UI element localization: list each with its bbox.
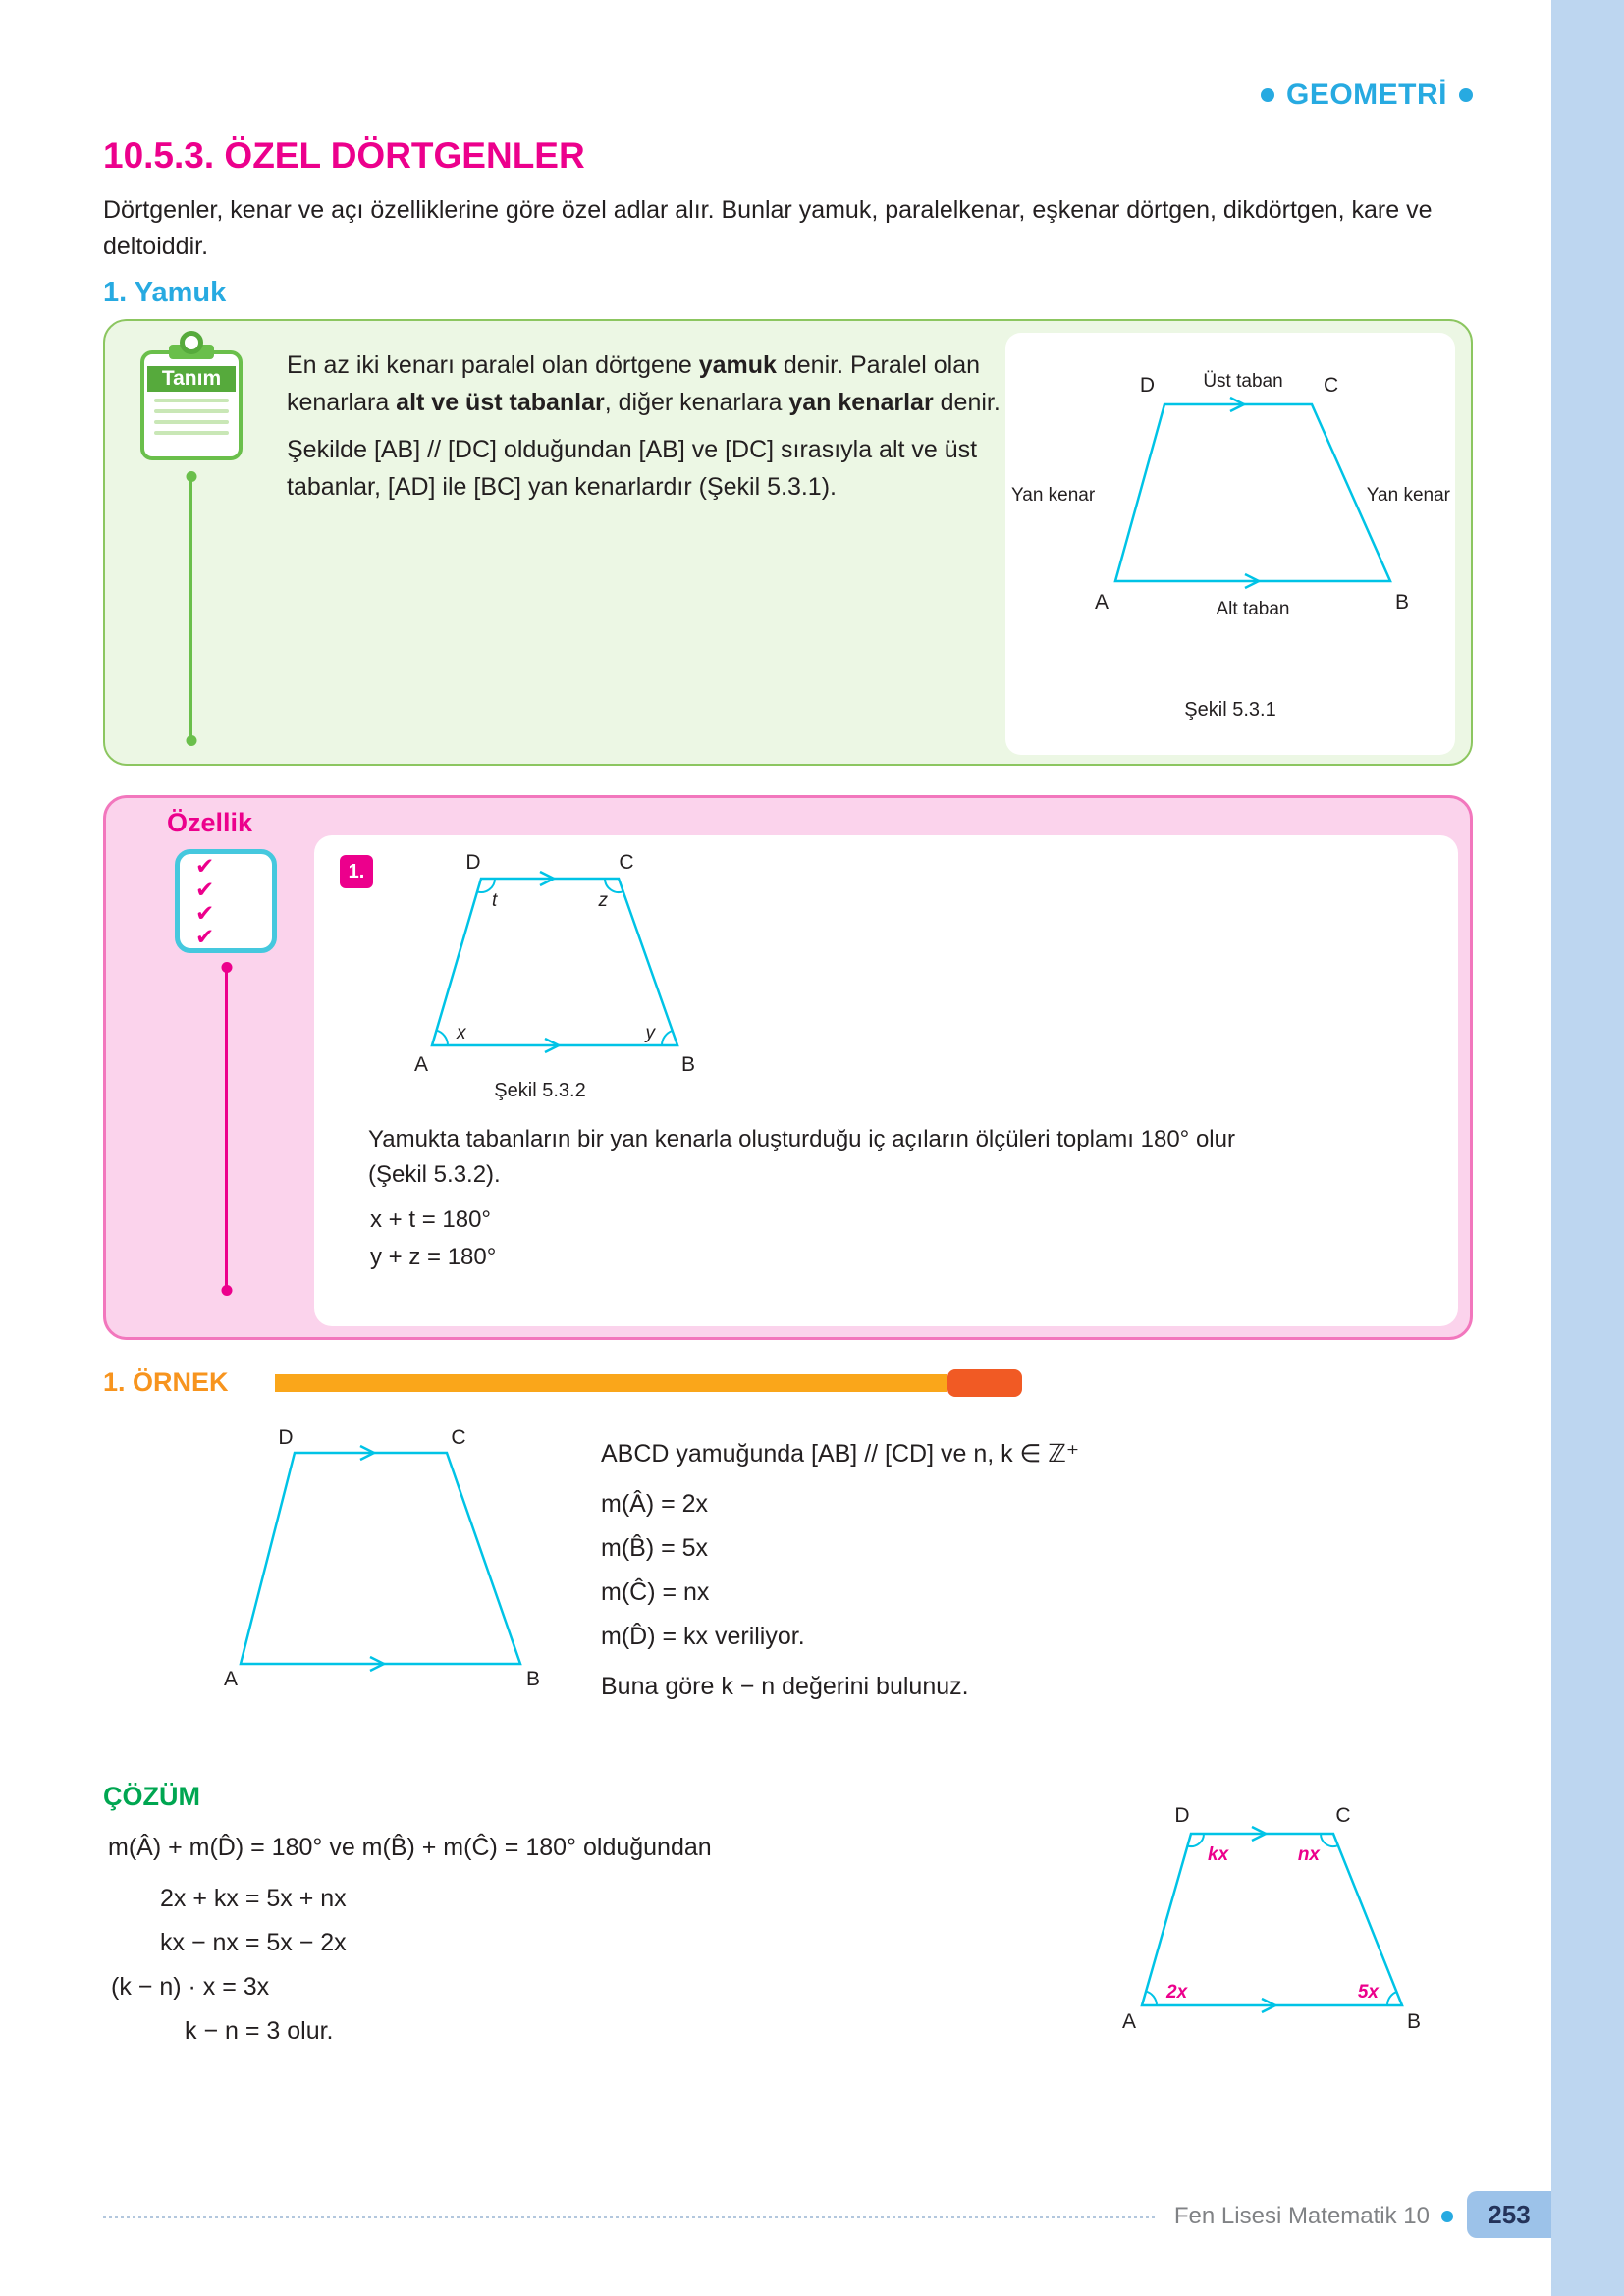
chapter-label: GEOMETRİ [1285,79,1447,111]
item-number-badge: 1. [340,855,373,888]
solution-line-5: k − n = 3 olur. [185,2017,334,2045]
example-line-1: ABCD yamuğunda [AB] // [CD] ve n, k ∈ ℤ⁺ [601,1440,1080,1468]
example-rule-cap [947,1369,1022,1397]
vertex-label-d: D [465,851,481,874]
chapter-header [1261,79,1473,112]
intro-paragraph: Dörtgenler, kenar ve açı özelliklerine göre özel adlar alır. Bunlar yamuk, paralelkenar, eşkenar dörtgen, dikdörtgen, kare ve deltoiddir. [103,196,1433,260]
angle-label-z: z [598,890,608,911]
bottom-edge-label: Alt taban [1216,599,1289,619]
clip-ring-icon [180,331,203,354]
definition-text [287,347,1067,506]
text-run: denir. [933,389,1001,416]
clipboard-icon [140,335,243,460]
figure-caption-1: Şekil 5.3.1 [1184,699,1276,721]
text-run: denir. Paralel olan kenarlara [287,351,981,416]
vertex-label-c: C [1323,374,1338,397]
text-run: , diğer kenarlara [604,389,789,416]
footer-book-label: Fen Lisesi Matematik 10 [1173,2203,1430,2229]
vertex-label-b: B [680,1053,696,1076]
vertex-label-c: C [451,1428,466,1449]
vertex-label-b: B [525,1668,541,1688]
bullet-icon [1459,88,1473,102]
page-number-badge: 253 [1467,2191,1551,2238]
trapezoid-figure-1 [1007,341,1454,684]
property-box [103,795,1473,1340]
checkmark-icon: ✔ [195,900,215,926]
figure-caption-2: Şekil 5.3.2 [494,1080,586,1101]
bold-term-yan-kenarlar: yan kenarlar [788,389,934,416]
property-panel [314,835,1458,1326]
definition-pin-line [189,476,192,741]
angle-arc [662,1031,673,1045]
right-side-label: Yan kenar [1366,485,1450,506]
vertex-label-c: C [1335,1804,1351,1827]
tanim-label: Tanım [147,366,236,392]
angle-label-y: y [645,1023,655,1043]
solution-line-2: 2x + kx = 5x + nx [160,1885,347,1912]
trapezoid-outline [1115,404,1390,581]
figure-5-3-1-panel [1005,333,1455,755]
solution-line-3: kx − nx = 5x − 2x [160,1929,347,1956]
property-text-line1: Yamukta tabanların bir yan kenarla oluşturduğu iç açıların ölçüleri toplamı 180° olur [368,1126,1235,1152]
trapezoid-figure-4 [1098,1804,1432,2035]
left-side-label: Yan kenar [1010,485,1095,506]
checkmark-icon: ✔ [195,853,215,879]
angle-arc [1387,1992,1396,2005]
vertex-label-b: B [1394,591,1409,614]
text-run: En az iki kenarı paralel olan dörtgene [287,351,699,379]
equation-1: x + t = 180° [370,1206,492,1233]
top-edge-label: Üst taban [1202,371,1283,392]
page-footer [103,2199,1453,2234]
checkmark-icon: ✔ [195,924,215,949]
trapezoid-figure-2 [378,849,702,1080]
checkmark-icon: ✔ [195,877,215,902]
vertex-label-c: C [619,851,634,874]
property-text-line2: (Şekil 5.3.2). [368,1161,501,1188]
bold-term-tabanlar: alt ve üst tabanlar [396,389,605,416]
tanim-paragraph-2: Şekilde [AB] // [DC] olduğundan [AB] ve [DC] sırasıyla alt ve üst tabanlar, [AD] ile [BC] yan kenarlardır (Şekil 5.3.1). [287,436,978,501]
bullet-icon [1261,88,1274,102]
example-label: 1. ÖRNEK [103,1367,229,1397]
vertex-label-d: D [1174,1804,1190,1827]
footer-dotted-line [103,2216,1155,2218]
section-title-yamuk: 1. Yamuk [103,277,227,308]
tanim-paragraph-1 [287,347,1067,421]
example-rule-bar [275,1374,947,1392]
angle-label-x: x [457,1023,466,1043]
angle-arc [1146,1992,1157,2005]
clipboard-line [154,409,229,413]
example-line-5: m(D̂) = kx veriliyor. [601,1623,805,1650]
example-line-2: m(Â) = 2x [601,1490,709,1518]
equation-2: y + z = 180° [370,1244,497,1270]
vertex-label-a: A [223,1668,239,1688]
clipboard-line [154,431,229,435]
vertex-label-d: D [1139,374,1155,397]
angle-arc [437,1031,449,1045]
solution-line-1: m(Â) + m(D̂) = 180° ve m(B̂) + m(Ĉ) = 180° olduğundan [108,1834,712,1861]
solution-line-4: (k − n) · x = 3x [111,1973,270,2001]
bullet-icon [1441,2211,1453,2222]
example-text [601,1439,1079,1701]
vertex-label-a: A [1121,2010,1137,2033]
angle-label-nx: nx [1297,1844,1320,1865]
vertex-label-a: A [413,1053,429,1076]
vertex-label-d: D [278,1428,294,1449]
trapezoid-outline [241,1453,520,1664]
vertex-label-b: B [1406,2010,1422,2033]
clipboard-line [154,399,229,402]
definition-box [103,319,1473,766]
angle-label-5x: 5x [1357,1982,1379,2002]
clipboard-line [154,420,229,424]
example-line-6: Buna göre k − n değerini bulunuz. [601,1673,969,1700]
page-edge-band [1551,0,1624,2296]
vertex-label-a: A [1094,591,1109,614]
property-text [368,1122,1429,1193]
checklist-icon [175,849,277,953]
angle-label-2x: 2x [1166,1982,1188,2002]
trapezoid-outline [432,879,677,1045]
bold-term-yamuk: yamuk [698,351,777,379]
clipboard-body [140,350,243,460]
page-title: 10.5.3. ÖZEL DÖRTGENLER [103,135,585,176]
angle-label-kx: kx [1208,1844,1229,1865]
solution-label: ÇÖZÜM [103,1782,200,1811]
example-line-4: m(Ĉ) = nx [601,1578,710,1606]
trapezoid-figure-3 [221,1428,545,1688]
trapezoid-outline [1142,1834,1402,2005]
example-line-3: m(B̂) = 5x [601,1534,709,1562]
property-pin-line [225,967,228,1291]
angle-label-t: t [492,890,498,911]
ozellik-label: Özellik [167,808,253,837]
